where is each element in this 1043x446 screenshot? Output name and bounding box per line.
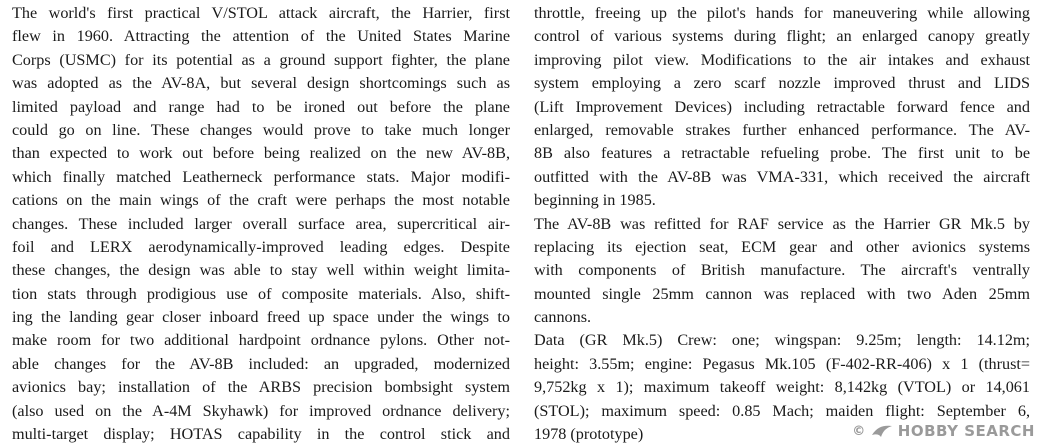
text-line: (STOL); maximum speed: 0.85 Mach; maiden flight: September 6, xyxy=(534,401,1030,420)
right-column-text xyxy=(534,2,1030,446)
text-line: (also used on the A-4M Skyhawk) for improved ordnance delivery; xyxy=(12,401,510,420)
bird-logo-icon xyxy=(871,423,893,439)
text-line: these changes, the design was able to stay well within weight limita- xyxy=(12,261,510,280)
watermark-text: HOBBY SEARCH xyxy=(897,422,1035,440)
copyright-symbol: © xyxy=(852,423,866,439)
text-line: with components of British manufacture. The aircraft's ventrally xyxy=(534,261,1030,280)
text-line: avionics bay; installation of the ARBS precision bombsight system xyxy=(12,378,510,397)
text-line: flew in 1960. Attracting the attention of the United States Marine xyxy=(12,27,510,46)
text-line: height: 3.55m; engine: Pegasus Mk.105 (F-402-RR-406) x 1 (thrust= xyxy=(534,354,1030,373)
text-line: throttle, freeing up the pilot's hands for maneuvering while allowing xyxy=(534,4,1030,22)
text-line: control of various systems during flight; an enlarged canopy greatly xyxy=(534,27,1030,46)
text-line: able changes for the AV-8B included: an upgraded, modernized xyxy=(12,354,510,373)
text-line: (Lift Improvement Devices) including retractable forward fence and xyxy=(534,97,1030,116)
text-line: limited payload and range had to be ironed out before the plane xyxy=(12,97,510,116)
text-line: beginning in 1985. xyxy=(534,191,656,210)
text-line: which finally matched Leatherneck performance stats. Major modifi- xyxy=(12,167,510,186)
text-line: could go on line. These changes would prove to take much longer xyxy=(12,120,510,139)
text-line: Corps (USMC) for its potential as a ground support fighter, the plane xyxy=(12,50,510,69)
text-line: cations on the main wings of the craft were perhaps the most notable xyxy=(12,191,510,210)
text-line: ing the landing gear closer inboard freed up space under the wings to xyxy=(12,308,510,327)
text-line: The AV-8B was refitted for RAF service as the Harrier GR Mk.5 by xyxy=(534,214,1030,233)
left-column-text xyxy=(12,2,510,446)
text-line: Data (GR Mk.5) Crew: one; wingspan: 9.25m; length: 14.12m; xyxy=(534,331,1030,350)
text-line: system employing a zero scarf nozzle improved thrust and LIDS xyxy=(534,74,1030,93)
text-line: 1978 (prototype) xyxy=(534,425,644,444)
text-line: 9,752kg x 1); maximum takeoff weight: 8,142kg (VTOL) or 14,061 xyxy=(534,378,1030,397)
text-line: than expected to work out before being realized on the new AV-8B, xyxy=(12,144,510,163)
text-line: foil and LERX aerodynamically-improved leading edges. Despite xyxy=(12,237,510,256)
text-line: tion stats through prodigious use of composite materials. Also, shift- xyxy=(12,284,510,303)
text-line: enlarged, removable strakes further enhanced performance. The AV- xyxy=(534,120,1030,139)
text-line: changes. These included larger overall surface area, supercritical air- xyxy=(12,214,510,233)
text-line: outfitted with the AV-8B was VMA-331, which received the aircraft xyxy=(534,167,1030,186)
text-line: 8B also features a retractable refueling probe. The first unit to be xyxy=(534,144,1030,163)
text-line: make room for two additional hardpoint ordnance pylons. Other not- xyxy=(12,331,510,350)
text-line: was adopted as the AV-8A, but several design shortcomings such as xyxy=(12,74,510,93)
text-line: multi-target display; HOTAS capability in the control stick and xyxy=(12,425,510,444)
text-line: The world's first practical V/STOL attack aircraft, the Harrier, first xyxy=(12,4,510,22)
text-line: mounted single 25mm cannon was replaced with two Aden 25mm xyxy=(534,284,1030,303)
text-line: cannons. xyxy=(534,308,592,327)
text-line: replacing its ejection seat, ECM gear and other avionics systems xyxy=(534,237,1030,256)
text-line: improving pilot view. Modifications to the air intakes and exhaust xyxy=(534,50,1030,69)
hobby-search-watermark xyxy=(852,422,1035,440)
